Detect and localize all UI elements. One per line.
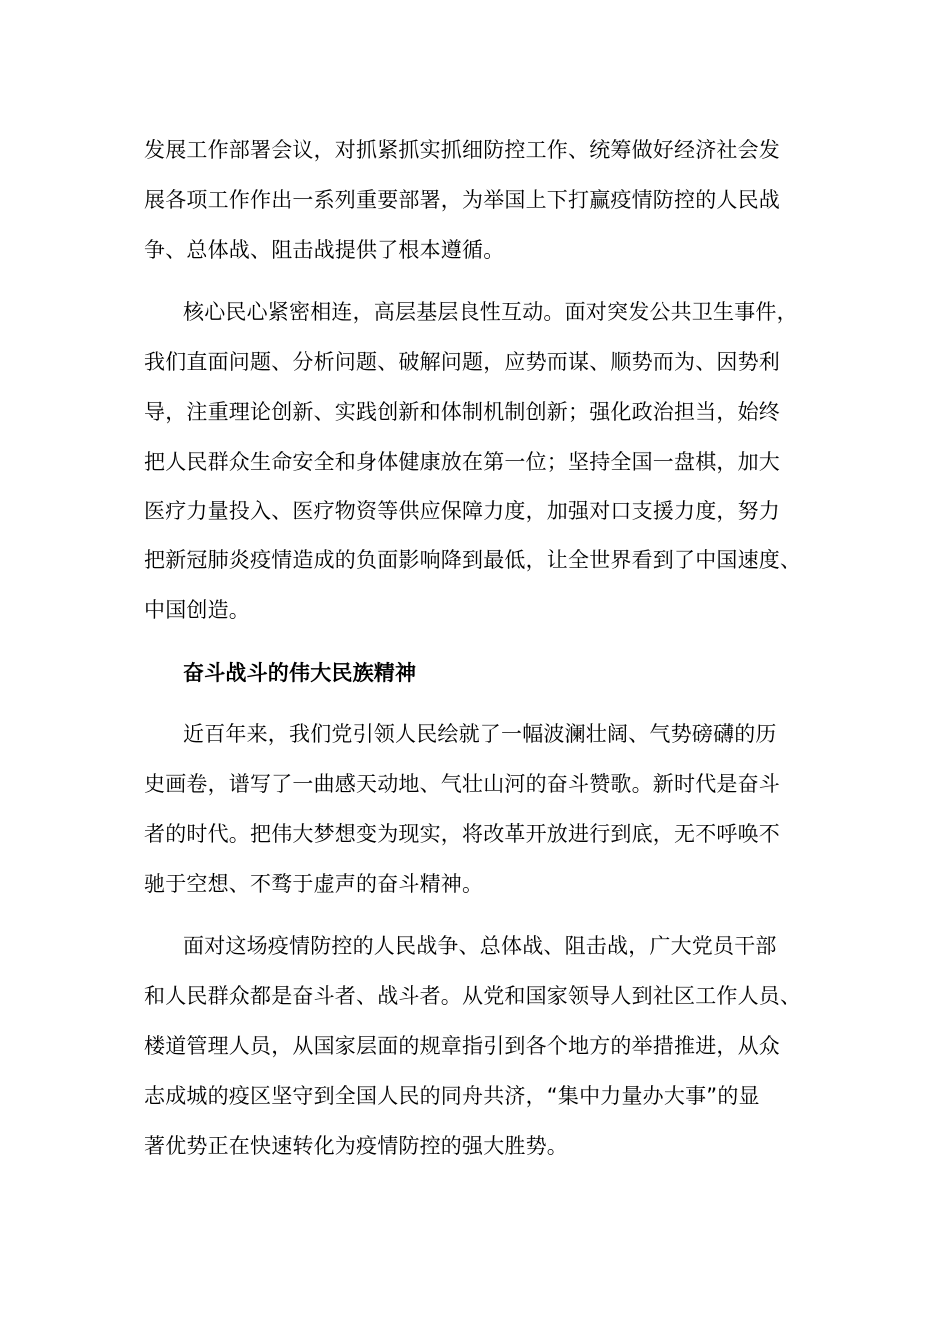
paragraph-4-line-1: 面对这场疫情防控的人民战争、总体战、阻击战，广大党员干部 <box>183 934 777 958</box>
paragraph-4-line-2: 和人民群众都是奋斗者、战斗者。从党和国家领导人到社区工作人员、 <box>144 984 802 1008</box>
paragraph-3-line-4: 驰于空想、不骛于虚声的奋斗精神。 <box>144 872 484 896</box>
section-heading: 奋斗战斗的伟大民族精神 <box>183 661 417 685</box>
paragraph-4-line-4: 志成城的疫区坚守到全国人民的同舟共济，“集中力量办大事”的显 <box>144 1084 760 1108</box>
paragraph-2-line-5: 医疗力量投入、医疗物资等供应保障力度，加强对口支援力度，努力 <box>144 499 780 523</box>
paragraph-2-line-6: 把新冠肺炎疫情造成的负面影响降到最低，让全世界看到了中国速度、 <box>144 548 802 572</box>
paragraph-3-line-2: 史画卷，谱写了一曲感天动地、气壮山河的奋斗赞歌。新时代是奋斗 <box>144 772 780 796</box>
paragraph-3-line-3: 者的时代。把伟大梦想变为现实，将改革开放进行到底，无不呼唤不 <box>144 822 780 846</box>
paragraph-1-line-2: 展各项工作作出一系列重要部署，为举国上下打赢疫情防控的人民战 <box>144 188 780 212</box>
paragraph-1-line-1: 发展工作部署会议，对抓紧抓实抓细防控工作、统筹做好经济社会发 <box>144 138 780 162</box>
paragraph-2-line-7: 中国创造。 <box>144 598 250 622</box>
paragraph-1-line-3: 争、总体战、阻击战提供了根本遵循。 <box>144 238 505 262</box>
paragraph-2-line-2: 我们直面问题、分析问题、破解问题，应势而谋、顺势而为、因势利 <box>144 350 780 374</box>
paragraph-4-line-5: 著优势正在快速转化为疫情防控的强大胜势。 <box>144 1134 568 1158</box>
paragraph-3-line-1: 近百年来，我们党引领人民绘就了一幅波澜壮阔、气势磅礴的历 <box>183 722 777 746</box>
paragraph-2-line-4: 把人民群众生命安全和身体健康放在第一位；坚持全国一盘棋，加大 <box>144 450 780 474</box>
paragraph-2-line-1: 核心民心紧密相连，高层基层良性互动。面对突发公共卫生事件， <box>183 300 798 324</box>
paragraph-4-line-3: 楼道管理人员，从国家层面的规章指引到各个地方的举措推进，从众 <box>144 1034 780 1058</box>
paragraph-2-line-3: 导，注重理论创新、实践创新和体制机制创新；强化政治担当，始终 <box>144 400 780 424</box>
